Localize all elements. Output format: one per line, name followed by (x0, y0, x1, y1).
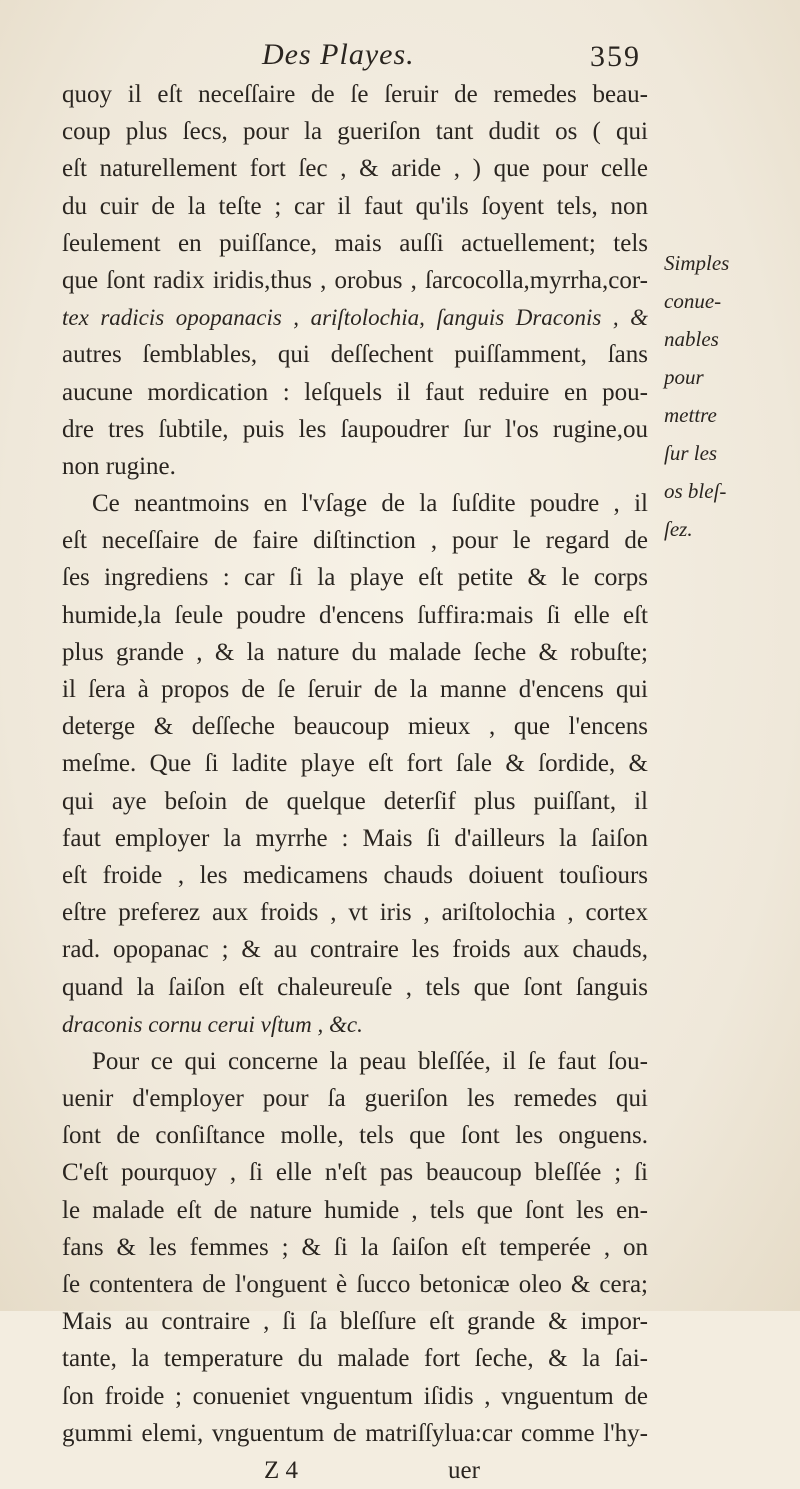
page-number: 359 (590, 40, 641, 73)
text-line: tex radicis opopanacis , ariſtolochia, ſanguis Draconis , & (62, 305, 648, 331)
text-line: Pour ce qui concerne la peau bleſſée, il ſe faut ſou- (92, 1047, 648, 1075)
text-line: ſeulement en puiſſance, mais auſſi actuellement; tels (62, 229, 648, 257)
running-header-title: Des Playes. (262, 38, 415, 71)
margin-note-line: nables (664, 327, 719, 351)
text-line: que ſont radix iridis,thus , orobus , ſarcocolla,myrrha,cor- (62, 266, 648, 294)
text-line: ſon froide ; conueniet vnguentum iſidis , vnguentum de (62, 1382, 648, 1410)
text-line: quand la ſaiſon eſt chaleureuſe , tels que ſont ſanguis (62, 973, 648, 1001)
text-line: qui aye beſoin de quelque deterſif plus puiſſant, il (62, 787, 648, 815)
text-line: coup plus ſecs, pour la gueriſon tant dudit os ( qui (62, 118, 648, 146)
text-line: eſt neceſſaire de faire diſtinction , pour le regard de (62, 527, 648, 555)
text-line: ſe contentera de l'onguent è ſucco betonicæ oleo & cera; (62, 1271, 648, 1298)
text-line: eſt naturellement fort ſec , & aride , ) que pour celle (62, 155, 648, 183)
text-line: gummi elemi, vnguentum de matriſſylua:car comme l'hy- (62, 1419, 648, 1447)
margin-note-line: os bleſ- (664, 479, 727, 503)
text-line: deterge & deſſeche beaucoup mieux , que l'encens (62, 713, 648, 741)
margin-note (664, 244, 796, 548)
margin-note-line: ſur les (664, 441, 718, 465)
text-line: Ce neantmoins en l'vſage de la ſuſdite poudre , il (92, 490, 648, 518)
body-text (62, 76, 648, 1489)
signature-mark: Z 4 (264, 1456, 299, 1484)
text-line: le malade eſt de nature humide , tels que ſont les en- (62, 1196, 648, 1224)
text-line: autres ſemblables, qui deſſechent puiſſamment, ſans (62, 341, 648, 369)
signature-line (62, 1452, 648, 1489)
margin-note-line: conue- (664, 289, 722, 313)
text-line: aucune mordication : leſquels il faut reduire en pou- (62, 378, 648, 406)
catchword: uer (448, 1456, 480, 1484)
text-line: non rugine. (62, 452, 176, 480)
text-line: ſont de conſiſtance molle, tels que ſont les onguens. (62, 1122, 648, 1150)
text-line: dre tres ſubtile, puis les ſaupoudrer ſur l'os rugine,ou (62, 415, 648, 443)
text-line: faut employer la myrrhe : Mais ſi d'ailleurs la ſaiſon (62, 824, 648, 852)
text-line: draconis cornu cerui vſtum , &c. (62, 1011, 363, 1037)
text-line: meſme. Que ſi ladite playe eſt fort ſale & ſordide, & (62, 750, 648, 778)
text-line: tante, la temperature du malade fort ſeche, & la ſai- (62, 1345, 648, 1373)
text-line: eſt froide , les medicamens chauds doiuent touſiours (62, 861, 648, 889)
text-line: fans & les femmes ; & ſi la ſaiſon eſt temperée , on (62, 1233, 648, 1261)
text-line: il ſera à propos de ſe ſeruir de la manne d'encens qui (62, 676, 648, 703)
margin-note-line: Simples (664, 251, 730, 275)
margin-note-line: ſez. (664, 517, 693, 541)
margin-note-line: pour (664, 365, 704, 389)
text-line: humide,la ſeule poudre d'encens ſuffira:mais ſi elle eſt (62, 601, 648, 629)
text-line: uenir d'employer pour ſa gueriſon les remedes qui (62, 1085, 648, 1113)
text-line: rad. opopanac ; & au contraire les froids aux chauds, (62, 936, 648, 964)
margin-note-line: mettre (664, 403, 717, 427)
text-line: Mais au contraire , ſi ſa bleſſure eſt grande & impor- (62, 1308, 648, 1336)
text-line: C'eſt pourquoy , ſi elle n'eſt pas beaucoup bleſſée ; ſi (62, 1159, 648, 1187)
text-line: eſtre preferez aux froids , vt iris , ariſtolochia , cortex (62, 899, 648, 927)
text-line: ſes ingrediens : car ſi la playe eſt petite & le corps (62, 564, 648, 592)
text-line: quoy il eſt neceſſaire de ſe ſeruir de remedes beau- (62, 81, 648, 108)
text-line: plus grande , & la nature du malade ſeche & robuſte; (62, 638, 648, 666)
text-line: du cuir de la teſte ; car il faut qu'ils ſoyent tels, non (62, 192, 648, 220)
